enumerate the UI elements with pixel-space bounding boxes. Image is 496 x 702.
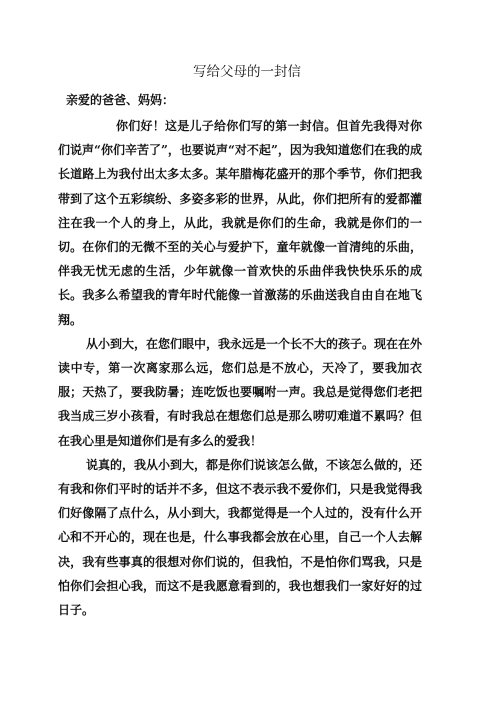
letter-title: 写给父母的一封信 [193, 64, 301, 80]
letter-paragraph-3: 说真的，我从小到大，都是你们说该怎么做，不该怎么做的，还有我和你们平时的话并不多，但这不表示我不爱你们，只是我觉得我们好像隔了点什么，从小到大，我都觉得是一个人过的，没有什么开心和不开心的，现在也是，什么事我都会放在心里，自己一个人去解决，我有些事真的很想对你们说的，但我怕，不是怕你们骂我，只是怕你们会担心我，而这不是我愿意看到的，我也想我们一家好好的过日子。 [58, 457, 423, 618]
letter-paragraph-2: 从小到大，在您们眼中，我永远是一个长不大的孩子。现在在外读中专，第一次离家那么远，您们总是不放心，天冷了，要我加衣服；天热了，要我防暑；连吃饭也要嘱咐一声。我总是觉得您们老把我当成三岁小孩看，有时我总在想您们总是那么唠叨难道不累吗？但在我心里是知道你们是有多么的爱我！ [58, 336, 423, 448]
letter-paragraph-1: 你们好！这是儿子给你们写的第一封信。但首先我得对你们说声“你们辛苦了”，也要说声“对不起”，因为我知道您们在我的成长道路上为我付出太多太多。某年腊梅花盛开的那个季节，你们把我带到了这个五彩缤纷、多姿多彩的世界，从此，你们把所有的爱都灌注在我一个人的身上，从此，我就是你们的生命，我就是你们的一切。在你们的无微不至的关心与爱护下，童年就像一首清纯的乐曲，伴我无忧无虑的生活，少年就像一首欢快的乐曲伴我快快乐乐的成长。我多么希望我的青年时代能像一首激荡的乐曲送我自由自在地飞翔。 [58, 119, 422, 327]
letter-salutation: 亲爱的爸爸、妈妈： [66, 93, 175, 107]
